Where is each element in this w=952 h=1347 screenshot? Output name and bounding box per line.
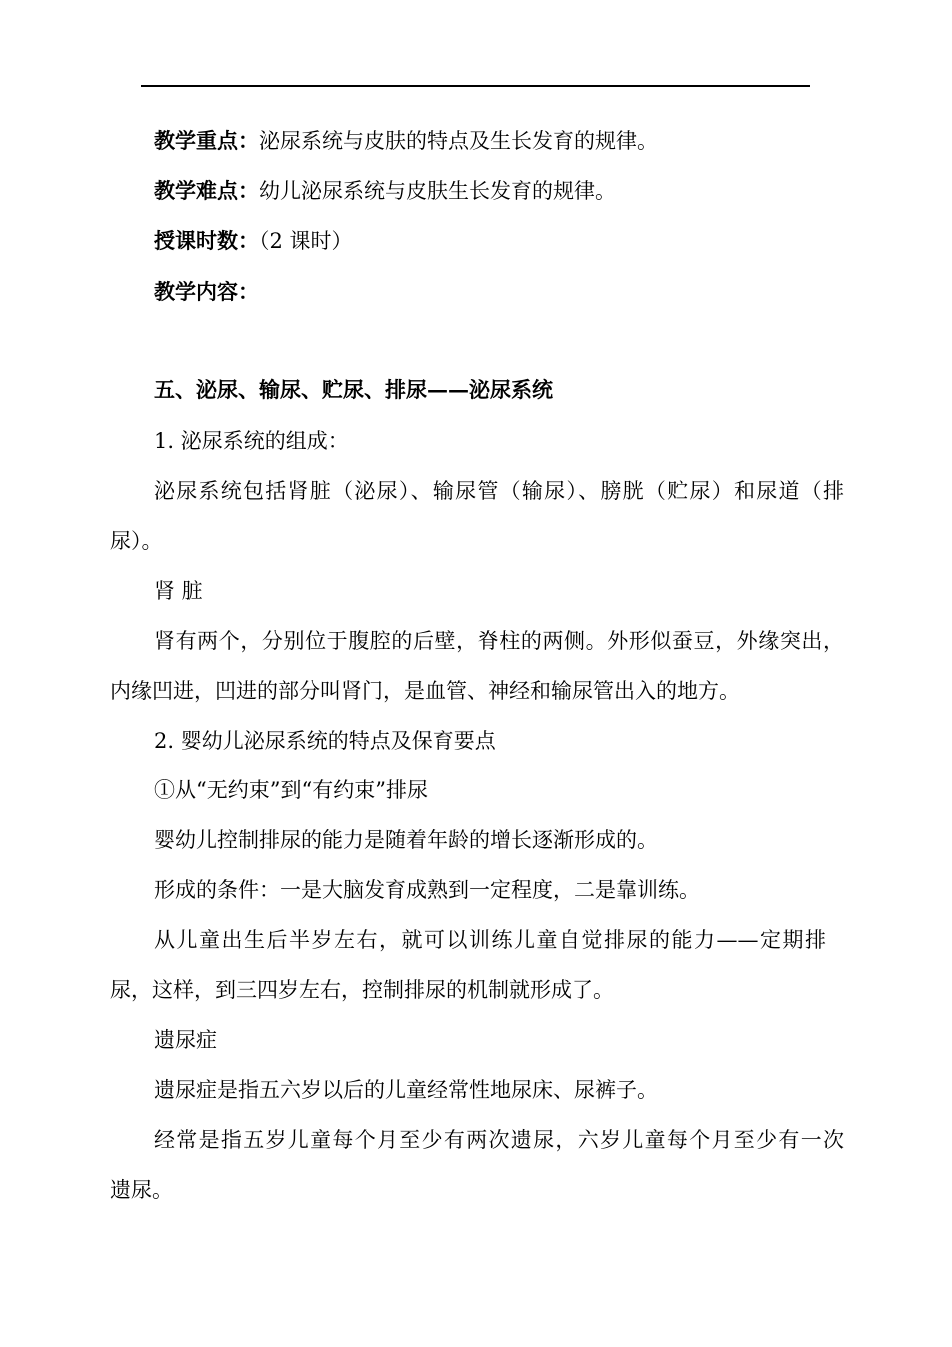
section-title: 五、泌尿、输尿、贮尿、排尿——泌尿系统 — [154, 377, 553, 402]
kidney-heading: 肾 脏 — [154, 579, 203, 603]
enuresis-text-2-line-2: 遗尿。 — [110, 1178, 173, 1202]
teaching-focus-label: 教学重点： — [154, 128, 259, 153]
urination-text-2: 形成的条件：一是大脑发育成熟到一定程度，二是靠训练。 — [154, 878, 700, 902]
teaching-content-label: 教学内容： — [154, 279, 259, 304]
teaching-hours-text: （2 课时） — [259, 229, 353, 253]
kidney-text-line-2: 内缘凹进，凹进的部分叫肾门，是血管、神经和输尿管出入的地方。 — [110, 679, 740, 703]
urination-text-1: 婴幼儿控制排尿的能力是随着年龄的增长逐渐形成的。 — [154, 828, 658, 852]
enuresis-heading: 遗尿症 — [154, 1028, 217, 1052]
teaching-difficulty-label: 教学难点： — [154, 178, 259, 203]
urination-text-3-line-2: 尿，这样，到三四岁左右，控制排尿的机制就形成了。 — [110, 978, 614, 1002]
urination-subheading: ①从“无约束”到“有约束”排尿 — [154, 778, 428, 802]
teaching-difficulty — [154, 177, 616, 205]
enuresis-text-1: 遗尿症是指五六岁以后的儿童经常性地尿床、尿裤子。 — [154, 1078, 658, 1102]
teaching-hours-label: 授课时数： — [154, 228, 259, 253]
teaching-focus-text: 泌尿系统与皮肤的特点及生长发育的规律。 — [259, 129, 658, 153]
kidney-text-line-1: 肾有两个，分别位于腹腔的后壁，脊柱的两侧。外形似蚕豆，外缘突出， — [154, 629, 844, 653]
composition-heading: 1. 泌尿系统的组成： — [154, 429, 349, 453]
composition-text-line-2: 尿）。 — [110, 529, 163, 553]
teaching-hours — [154, 227, 353, 255]
teaching-difficulty-text: 幼儿泌尿系统与皮肤生长发育的规律。 — [259, 179, 616, 203]
teaching-focus — [154, 127, 658, 155]
composition-text-line-1: 泌尿系统包括肾脏（泌尿）、输尿管（输尿）、膀胱（贮尿）和尿道（排 — [154, 479, 844, 503]
urination-text-3-line-1: 从儿童出生后半岁左右，就可以训练儿童自觉排尿的能力——定期排 — [154, 928, 826, 952]
characteristics-heading: 2. 婴幼儿泌尿系统的特点及保育要点 — [154, 729, 496, 753]
enuresis-text-2-line-1: 经常是指五岁儿童每个月至少有两次遗尿，六岁儿童每个月至少有一次 — [154, 1128, 844, 1152]
header-rule — [141, 85, 810, 87]
